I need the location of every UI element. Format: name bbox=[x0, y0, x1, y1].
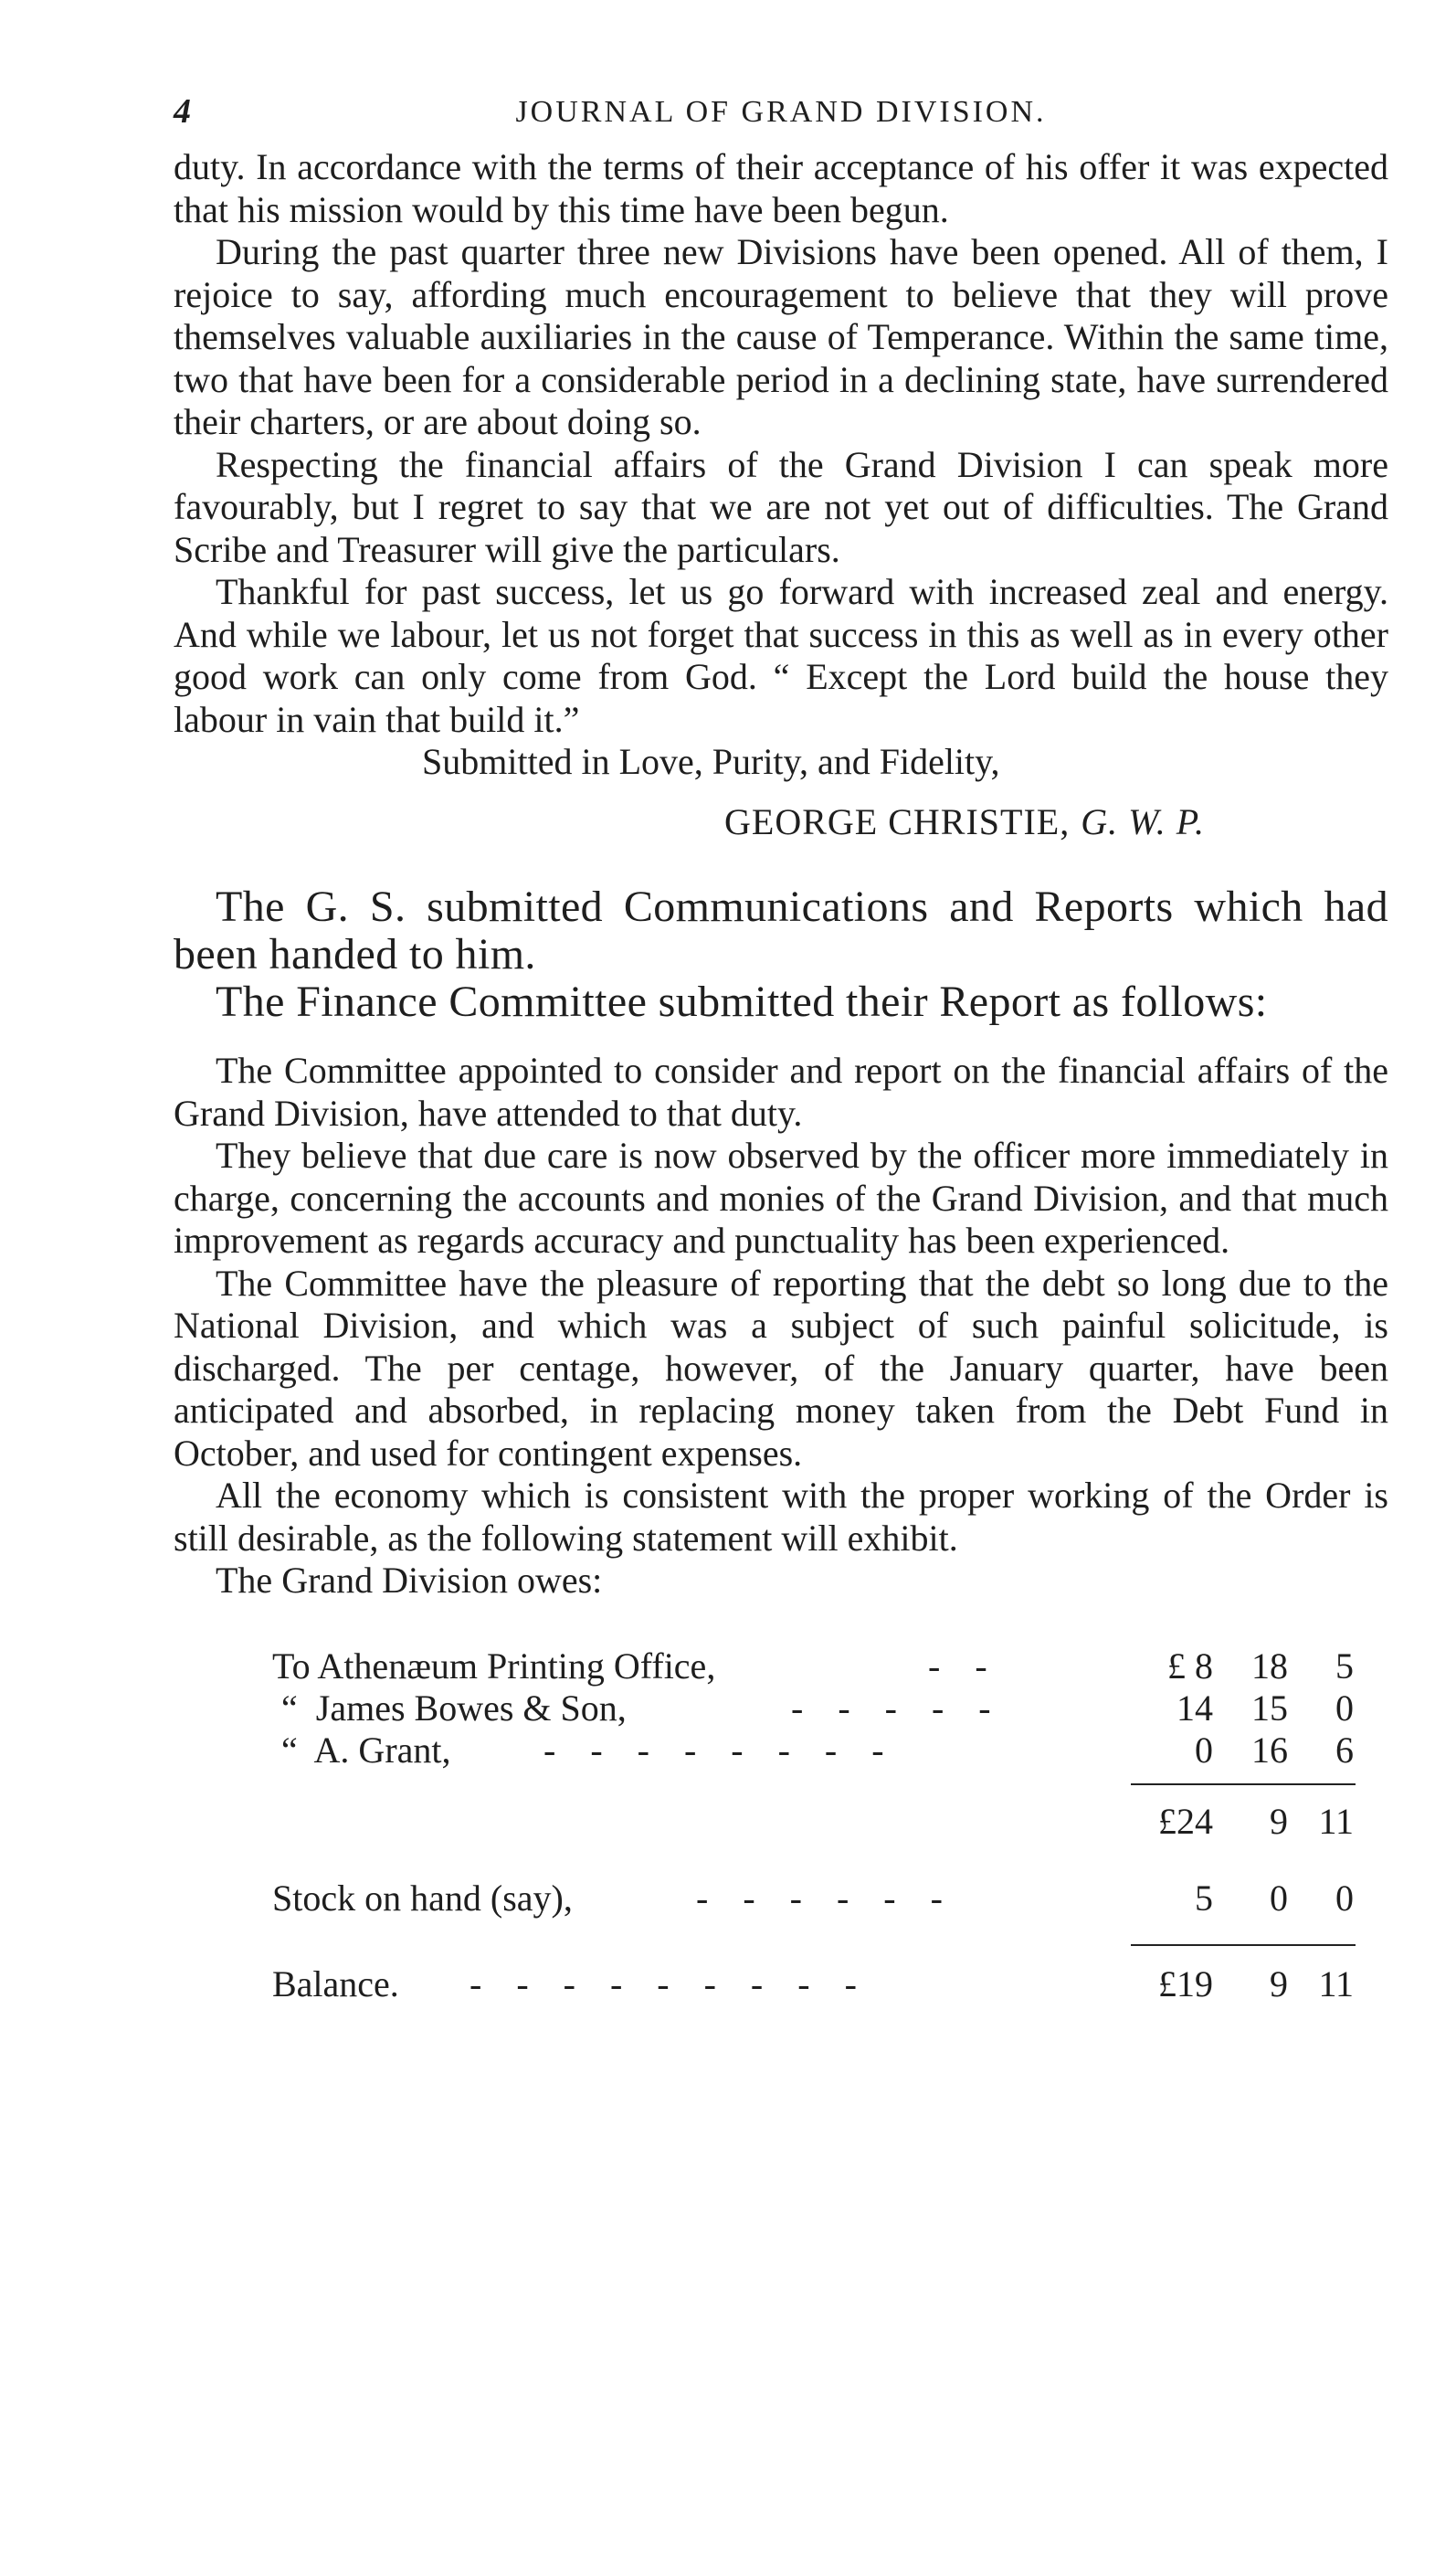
account-pounds: 0 bbox=[1195, 1729, 1213, 1771]
finance-paragraph: The Committee appointed to consider and report on the financial affairs of the Grand Division, have attended to that duty. bbox=[174, 1050, 1388, 1134]
gwp-report bbox=[174, 146, 1388, 741]
account-pounds: 14 bbox=[1176, 1687, 1213, 1729]
balance-shillings: 9 bbox=[1270, 1962, 1288, 2004]
balance-row bbox=[174, 1962, 1388, 2004]
finance-paragraph: They believe that due care is now observed by the officer more immediately in charge, concerning the accounts and monies of the Grand Division, and that much improvement as regards accuracy and punctuality has been experienced. bbox=[174, 1135, 1388, 1261]
minutes-section bbox=[174, 883, 1388, 1026]
total-pounds: £24 bbox=[1158, 1800, 1213, 1842]
account-pence: 0 bbox=[1335, 1687, 1354, 1729]
account-shillings: 16 bbox=[1251, 1729, 1288, 1771]
stock-label: Stock on hand (say), bbox=[272, 1877, 573, 1919]
account-total-row bbox=[174, 1800, 1388, 1842]
account-shillings: 18 bbox=[1251, 1645, 1288, 1687]
report-signature bbox=[174, 801, 1388, 843]
report-paragraph: During the past quarter three new Divisions have been opened. All of them, I rejoice to say, affording much encouragement to believe that they will prove themselves valuable auxiliaries in the cause of Temperance. Within the same time, two that have been for a considerable period in a declining state, have surrendered their charters, or are about doing so. bbox=[174, 231, 1388, 442]
stock-shillings: 0 bbox=[1270, 1877, 1288, 1919]
signature-name: GEORGE CHRISTIE, bbox=[724, 801, 1071, 842]
sum-rule bbox=[1131, 1783, 1356, 1785]
account-row bbox=[174, 1645, 1388, 1687]
running-head: JOURNAL OF GRAND DIVISION. bbox=[515, 95, 1047, 129]
account-leader: - - - - - - - - bbox=[543, 1729, 886, 1771]
stock-leader: - - - - - - bbox=[696, 1877, 944, 1919]
report-paragraph: Respecting the financial affairs of the Grand Division I can speak more favourably, but I regret to say that we are not yet out of difficulties. The Grand Scribe and Treasurer will give the particulars. bbox=[174, 443, 1388, 570]
account-label: To Athenæum Printing Office, bbox=[272, 1645, 716, 1687]
report-signoff: Submitted in Love, Purity, and Fidelity, bbox=[422, 741, 1000, 782]
finance-paragraph: All the economy which is consistent with the proper working of the Order is still desirable, as the following statement will exhibit. bbox=[174, 1475, 1388, 1559]
stock-row bbox=[174, 1877, 1388, 1919]
account-pence: 6 bbox=[1335, 1729, 1354, 1771]
account-leader: - - - - - bbox=[791, 1687, 993, 1729]
stock-pence: 0 bbox=[1335, 1877, 1354, 1919]
total-pence: 11 bbox=[1318, 1800, 1354, 1842]
balance-label: Balance. bbox=[272, 1962, 399, 2004]
report-paragraph: duty. In accordance with the terms of their acceptance of his offer it was expected that his mission would by this time have been begun. bbox=[174, 146, 1388, 230]
account-label: “ James Bowes & Son, bbox=[281, 1687, 627, 1729]
accounts-statement bbox=[174, 1645, 1388, 2046]
balance-leader: - - - - - - - - - bbox=[470, 1962, 859, 2004]
report-paragraph: Thankful for past success, let us go forward with increased zeal and energy. And while we labour, let us not forget that success in this as well as in every other good work can only come from God. “ Except the Lord build the house they labour in vain that build it.” bbox=[174, 571, 1388, 740]
account-leader: - - bbox=[928, 1645, 989, 1687]
finance-paragraph: The Grand Division owes: bbox=[216, 1560, 603, 1601]
page-number: 4 bbox=[174, 92, 194, 131]
account-pounds: £ 8 bbox=[1167, 1645, 1213, 1687]
finance-paragraph: The Committee have the pleasure of reporting that the debt so long due to the National Division, and which was a subject of such painful solicitude, is discharged. The per centage, however, of the January quarter, have been anticipated and absorbed, in replacing money taken from the Debt Fund in October, and used for contingent expenses. bbox=[174, 1262, 1388, 1474]
balance-rule bbox=[1131, 1944, 1356, 1946]
account-pence: 5 bbox=[1335, 1645, 1354, 1687]
account-shillings: 15 bbox=[1251, 1687, 1288, 1729]
stock-pounds: 5 bbox=[1195, 1877, 1213, 1919]
total-shillings: 9 bbox=[1270, 1800, 1288, 1842]
finance-committee-report bbox=[174, 1050, 1388, 1602]
balance-pounds: £19 bbox=[1158, 1962, 1213, 2004]
account-label: “ A. Grant, bbox=[281, 1729, 451, 1771]
page-header bbox=[174, 91, 1388, 146]
minutes-paragraph: The G. S. submitted Communications and Reports which had been handed to him. bbox=[174, 883, 1388, 978]
balance-pence: 11 bbox=[1318, 1962, 1354, 2004]
signature-title: G. W. P. bbox=[1081, 801, 1206, 842]
journal-page bbox=[174, 91, 1388, 2046]
account-row bbox=[174, 1687, 1388, 1729]
minutes-paragraph: The Finance Committee submitted their Report as follows: bbox=[216, 978, 1268, 1026]
account-row bbox=[174, 1729, 1388, 1771]
